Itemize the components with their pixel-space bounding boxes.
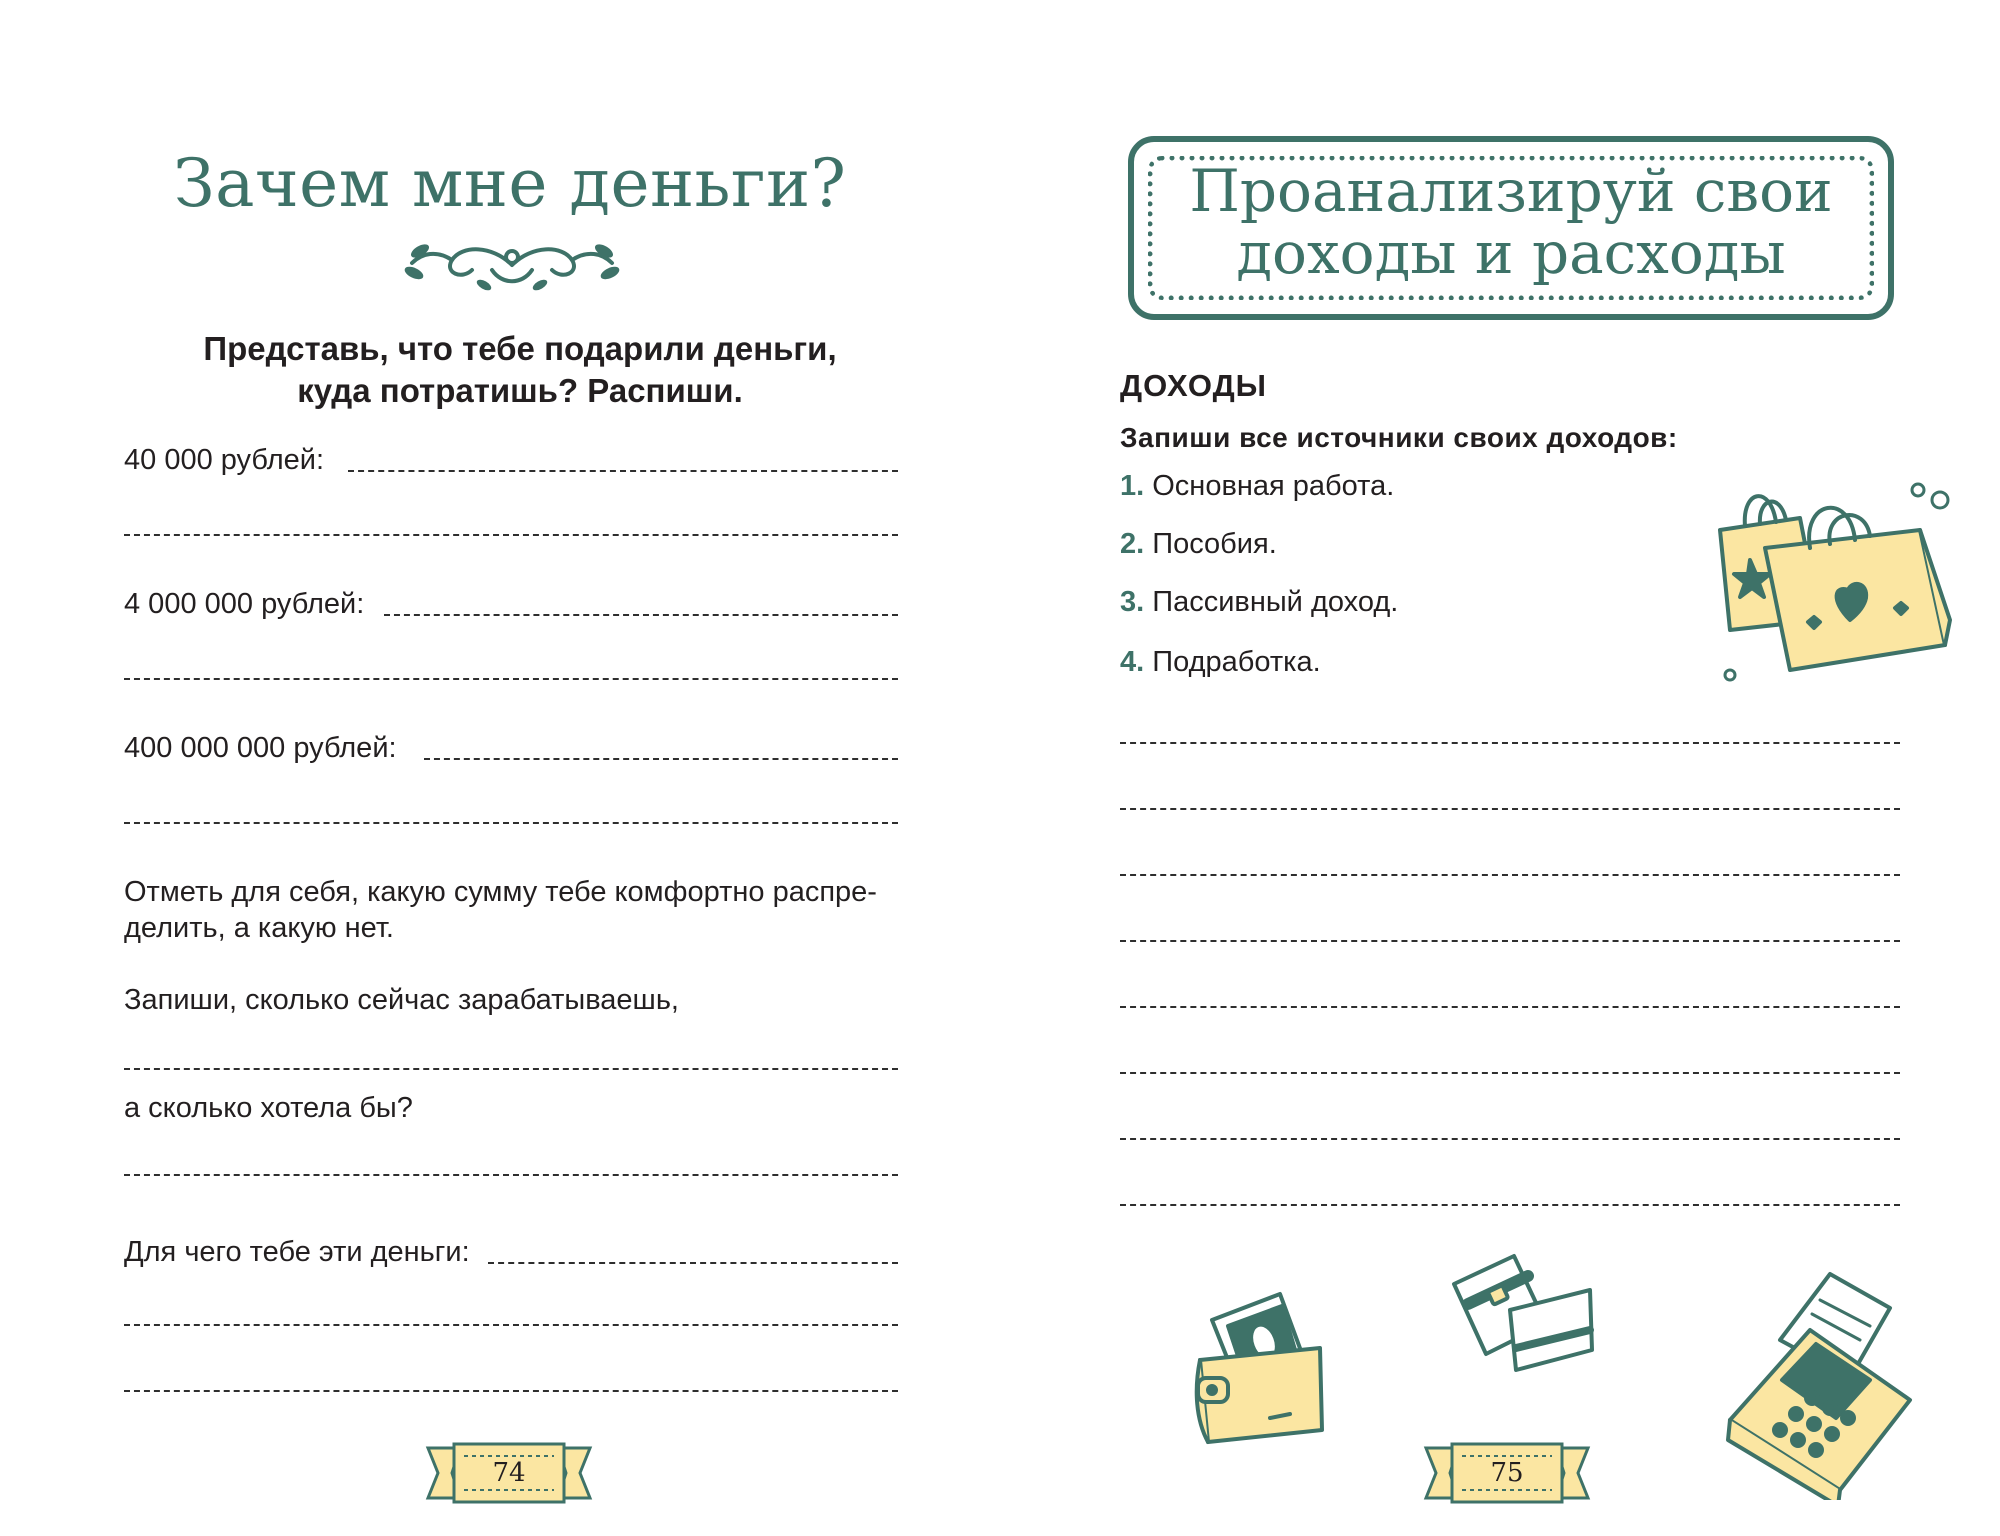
answer-line[interactable] [1120, 1006, 1900, 1008]
wallet-icon [1190, 1290, 1340, 1450]
answer-line[interactable] [124, 1324, 898, 1326]
section-heading: ДОХОДЫ [1120, 368, 1268, 403]
answer-line[interactable] [124, 678, 898, 680]
item-text: Пассивный доход. [1152, 586, 1399, 618]
answer-line[interactable] [1120, 808, 1900, 810]
item-text: Пособия. [1152, 528, 1277, 560]
answer-line[interactable] [1120, 940, 1900, 942]
item-text: Подработка. [1152, 646, 1321, 678]
answer-line[interactable] [1120, 1204, 1900, 1206]
prompt-line-1: Представь, что тебе подарили деньги, [203, 330, 837, 367]
subheading: Запиши все источники своих доходов: [1120, 422, 1678, 453]
note-line-1: Отметь для себя, какую сумму тебе комфортно распре- [124, 876, 877, 908]
amount-label-1: 40 000 рублей: [124, 444, 324, 476]
page-number-label: 75 [1490, 1458, 1524, 1488]
ornament-divider-icon [392, 225, 632, 295]
answer-line[interactable] [124, 1390, 898, 1392]
page-title-right [1128, 157, 1894, 287]
answer-line[interactable] [424, 758, 898, 760]
answer-line[interactable] [348, 470, 898, 472]
item-number: 2. [1120, 528, 1145, 560]
prompt-line-2: куда потратишь? Распиши. [297, 372, 743, 409]
amount-label-3: 400 000 000 рублей: [124, 732, 397, 764]
list-item [1120, 470, 1394, 503]
title-line-1: Проанализируй свои [1189, 157, 1833, 225]
answer-line[interactable] [124, 534, 898, 536]
list-item [1120, 528, 1277, 561]
answer-line[interactable] [384, 614, 898, 616]
earn-now-text: Запиши, сколько сейчас зарабатываешь, [124, 984, 679, 1016]
answer-line[interactable] [1120, 1072, 1900, 1074]
page-number-right [1422, 1440, 1592, 1506]
note-paragraph [124, 874, 904, 946]
note-line-2: делить, а какую нет. [124, 912, 394, 944]
answer-line[interactable] [124, 822, 898, 824]
page-title-left: Зачем мне деньги? [173, 145, 847, 222]
payment-terminal-icon [1720, 1270, 1940, 1500]
list-item [1120, 586, 1398, 619]
item-text: Основная работа. [1152, 470, 1395, 502]
answer-line[interactable] [1120, 742, 1900, 744]
title-line-2: доходы и расходы [1236, 219, 1786, 287]
answer-line[interactable] [1120, 1138, 1900, 1140]
list-item [1120, 646, 1321, 679]
answer-line[interactable] [1120, 874, 1900, 876]
prompt-text [100, 328, 940, 412]
answer-line[interactable] [488, 1262, 898, 1264]
credit-cards-icon [1450, 1250, 1600, 1380]
shopping-bags-icon [1690, 470, 1960, 690]
answer-line[interactable] [124, 1068, 898, 1070]
amount-label-2: 4 000 000 рублей: [124, 588, 365, 620]
earn-want-text: а сколько хотела бы? [124, 1092, 413, 1124]
purpose-label: Для чего тебе эти деньги: [124, 1236, 470, 1268]
item-number: 3. [1120, 586, 1145, 618]
item-number: 1. [1120, 470, 1145, 502]
item-number: 4. [1120, 646, 1145, 678]
page-number-label: 74 [492, 1458, 526, 1488]
answer-line[interactable] [124, 1174, 898, 1176]
page-number-left [424, 1440, 594, 1506]
